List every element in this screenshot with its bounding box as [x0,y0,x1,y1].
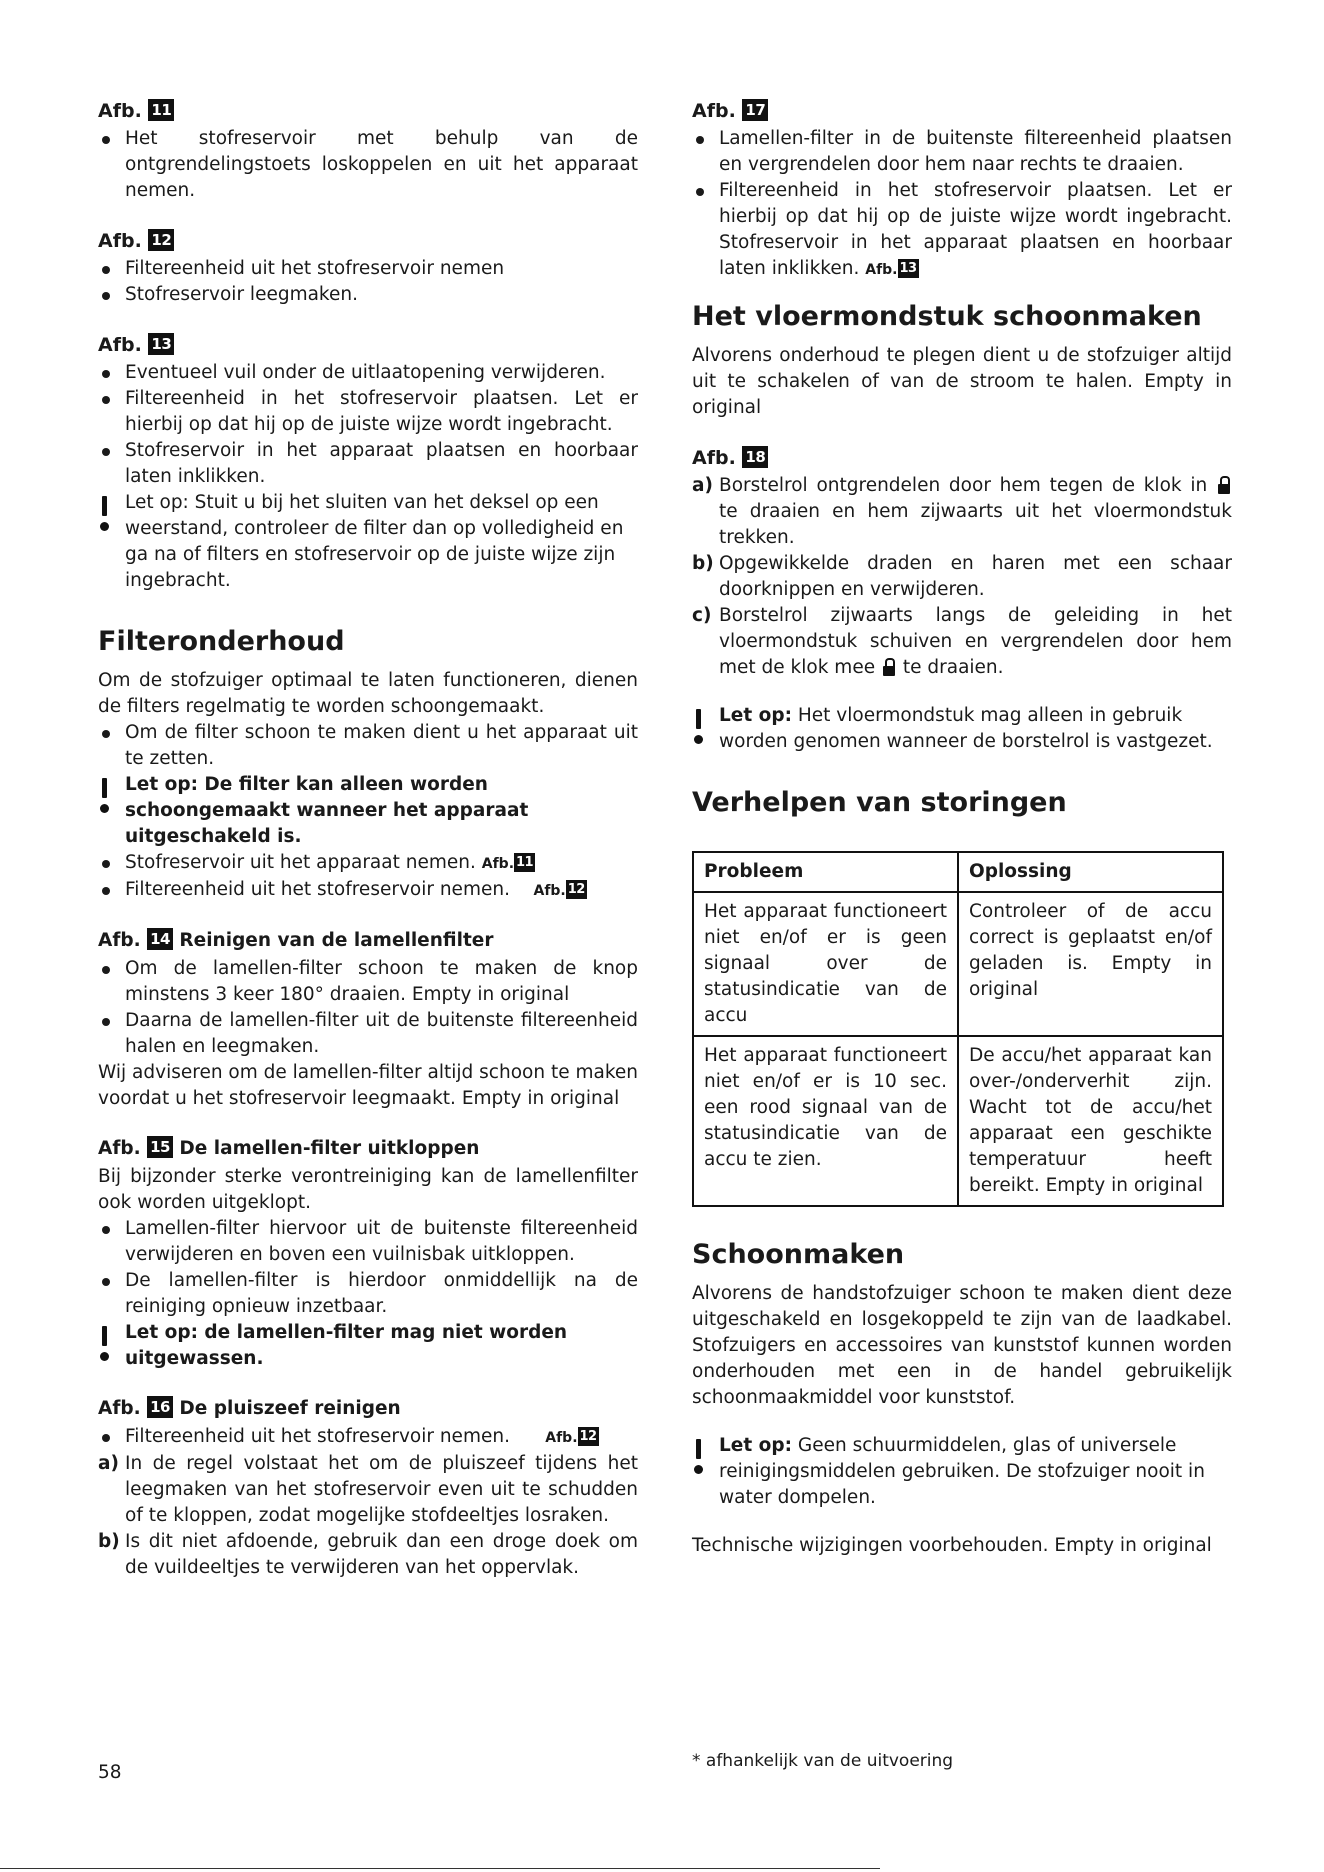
paragraph: Alvorens onderhoud te plegen dient u de stofzuiger altijd uit te schakelen of van de stroom te halen. Empty in original [692,345,1232,418]
troubleshooting-table [692,851,1224,1207]
section-title-storingen: Verhelpen van storingen [692,787,1067,818]
list-item: Om de filter schoon te maken dient u het apparaat uit te zetten. [98,720,638,772]
list-item: Daarna de lamellen-filter uit de buitenste filtereenheid halen en leegmaken. [98,1008,638,1060]
section-title-vloermondstuk: Het vloermondstuk schoonmaken [692,301,1202,332]
fig-heading-11: Afb. 11 [98,96,638,126]
paragraph: Wij adviseren om de lamellen-filter altijd schoon te maken voordat u het stofreservoir leegmaakt. Empty in original [98,1062,638,1109]
warning-icon [98,774,114,822]
list-item: De lamellen-filter is hierdoor onmiddellijk na de reiniging opnieuw inzetbaar. [98,1268,638,1320]
paragraph: Technische wijzigingen voorbehouden. Empty in original [692,1535,1212,1556]
right-column [692,96,1232,1559]
warning-icon [692,1435,708,1483]
list-item: Filtereenheid uit het stofreservoir nemen [98,256,638,282]
figure-badge: 12 [567,882,585,897]
list-item: Filtereenheid uit het stofreservoir nemen. Afb. 12 [98,877,638,904]
table-cell: Het apparaat functioneert niet en/of er is 10 sec. een rood signaal van de statusindicatie van de accu te zien. [693,1036,958,1206]
section-title-schoonmaken: Schoonmaken [692,1239,905,1270]
warning-note: Let op: Stuit u bij het sluiten van het deksel op een weerstand, controleer de filter dan op volledigheid en ga na of filters en stofreservoir op de juiste wijze zijn ingebracht. [98,490,638,594]
list-item: Stofreservoir in het apparaat plaatsen en hoorbaar laten inklikken. [98,438,638,490]
list-item: Filtereenheid uit het stofreservoir nemen. Afb. 12 [98,1424,638,1451]
lock-icon [1218,476,1230,494]
list-item: Het stofreservoir met behulp van de ontgrendelingstoets loskoppelen en uit het apparaat nemen. [98,126,638,204]
fig-heading-16: Afb. 16 De pluiszeef reinigen [98,1398,401,1419]
warning-note: Let op: Het vloermondstuk mag alleen in gebruik worden genomen wanneer de borstelrol is vastgezet. [692,703,1232,755]
divider [0,1868,880,1869]
left-column [98,96,638,1581]
list-item: Lamellen-filter in de buitenste filtereenheid plaatsen en vergrendelen door hem naar rechts te draaien. [692,126,1232,178]
list-item: Om de lamellen-filter schoon te maken de knop minstens 3 keer 180° draaien. Empty in original [98,956,638,1008]
figure-badge: 15 [147,1136,173,1158]
lock-icon [883,658,895,676]
fig-heading-17: Afb. 17 [692,96,1232,126]
table-cell: De accu/het apparaat kan over-/onderverhit zijn. Wacht tot de accu/het apparaat een geschikte temperatuur heeft bereikt. Empty in original [958,1036,1223,1206]
paragraph: Bij bijzonder sterke verontreiniging kan de lamellenfilter ook worden uitgeklopt. [98,1166,638,1213]
list-item: Lamellen-filter hiervoor uit de buitenste filtereenheid verwijderen en boven een vuilnisbak uitkloppen. [98,1216,638,1268]
fig-heading-12: Afb. 12 [98,226,638,256]
lettered-item: a) Borstelrol ontgrendelen door hem tegen de klok in te draaien en hem zijwaarts uit het vloermondstuk trekken. [692,475,1232,548]
list-item: Filtereenheid in het stofreservoir plaatsen. Let er hierbij op dat hij op de juiste wijze wordt ingebracht. [98,386,638,438]
paragraph: Alvorens de handstofzuiger schoon te maken dient deze uitgeschakeld en losgekoppeld te zijn van de laadkabel. Stofzuigers en accessoires van kunststof kunnen worden onderhouden met een in de handel gebruikelijk schoonmaakmiddel voor kunststof. [692,1283,1232,1408]
paragraph: Om de stofzuiger optimaal te laten functioneren, dienen de filters regelmatig te worden schoongemaakt. [98,670,638,717]
lettered-item: c) Borstelrol zijwaarts langs de geleiding in het vloermondstuk schuiven en vergrendelen door hem met de klok mee te draaien. [692,605,1232,678]
warning-note: Let op: de lamellen-filter mag niet worden uitgewassen. [98,1320,638,1372]
table-row [693,1036,1223,1206]
section-title-filteronderhoud: Filteronderhoud [98,626,345,657]
column-header: Oplossing [958,852,1223,892]
page-number: 58 [98,1762,122,1783]
fig-heading-13: Afb. 13 [98,330,638,360]
fig-heading-15: Afb. 15 De lamellen-filter uitkloppen [98,1138,480,1159]
list-item: Stofreservoir uit het apparaat nemen. Afb. 11 [98,850,638,877]
figure-badge: 11 [516,855,534,870]
fig-heading-14: Afb. 14 Reinigen van de lamellenfilter [98,930,494,951]
warning-note: Let op: Geen schuurmiddelen, glas of universele reinigingsmiddelen gebruiken. De stofzuiger nooit in water dompelen. [692,1433,1232,1511]
list-item: Eventueel vuil onder de uitlaatopening verwijderen. [98,360,638,386]
table-row [693,892,1223,1036]
figure-badge: 14 [147,928,173,950]
figure-badge: 12 [148,229,174,251]
figure-badge: 13 [899,261,917,276]
warning-note: Let op: De filter kan alleen worden schoongemaakt wanneer het apparaat uitgeschakeld is. [98,772,638,850]
warning-icon [692,705,708,753]
table-cell: Het apparaat functioneert niet en/of er is geen signaal over de statusindicatie van de accu [693,892,958,1036]
list-item: Stofreservoir leegmaken. [98,282,638,308]
figure-badge: 18 [742,446,768,468]
figure-badge: 17 [742,99,768,121]
figure-badge: 12 [579,1429,597,1444]
fig-heading-18: Afb. 18 [692,443,1232,473]
table-header-row [693,852,1223,892]
list-item: Filtereenheid in het stofreservoir plaatsen. Let er hierbij op dat hij op de juiste wijze wordt ingebracht. Stofreservoir in het apparaat plaatsen en hoorbaar laten inklikken. Afb. 13 [692,178,1232,283]
lettered-item: b) Opgewikkelde draden en haren met een schaar doorknippen en verwijderen. [692,553,1232,600]
figure-badge: 16 [147,1396,173,1418]
lettered-item: a) In de regel volstaat het om de pluiszeef tijdens het leegmaken van het stofreservoir even uit te schudden of te kloppen, zodat mogelijke stofdeeltjes losraken. [98,1453,638,1526]
figure-badge: 11 [148,99,174,121]
column-header: Probleem [693,852,958,892]
lettered-item: b) Is dit niet afdoende, gebruik dan een droge doek om de vuildeeltjes te verwijderen van het oppervlak. [98,1531,638,1578]
figure-badge: 13 [148,333,174,355]
footnote: * afhankelijk van de uitvoering [692,1751,954,1771]
table-cell: Controleer of de accu correct is geplaatst en/of geladen is. Empty in original [958,892,1223,1036]
warning-icon [98,492,114,540]
warning-icon [98,1322,114,1370]
